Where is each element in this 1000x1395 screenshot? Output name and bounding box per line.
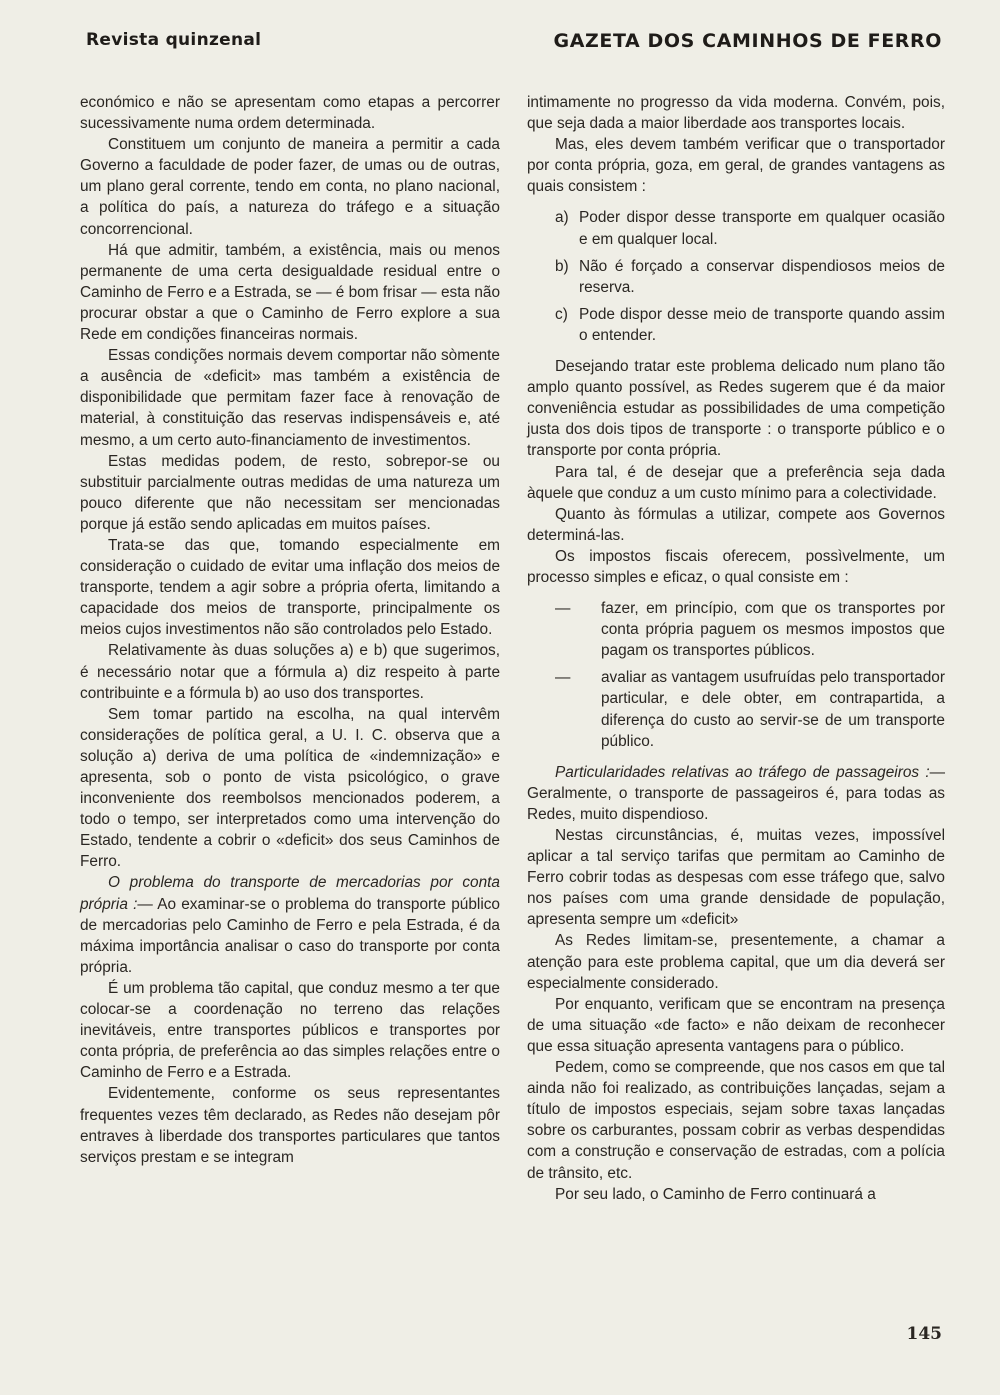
header-left: Revista quinzenal — [86, 30, 262, 50]
paragraph-text: Sem tomar partido na escolha, na qual intervêm considerações de política geral, a U. I. C. observa que a solução a) deriva de uma política de «indemnização» e apresenta, sob o ponto de vista psicológico, o grave inconveniente dos reembolsos mencionados poderem, a todo o tempo, ser interpretados como uma intervenção do Estado, tendente a cobrir o «deficit» dos seus Caminhos de Ferro. — [80, 705, 500, 871]
paragraph — [80, 92, 500, 134]
paragraph-text: Por seu lado, o Caminho de Ferro continuará a — [555, 1185, 876, 1203]
list-marker: a) — [555, 209, 569, 227]
list-item — [527, 304, 945, 346]
paragraph-text: Evidentemente, conforme os seus representantes frequentes vezes têm declarado, as Redes não desejam pôr entraves à liberdade dos transportes particulares que tantos serviços prestam e se integram — [80, 1085, 500, 1166]
paragraph — [80, 704, 500, 873]
paragraph — [527, 462, 945, 504]
header-right: GAZETA DOS CAMINHOS DE FERRO — [553, 30, 942, 52]
paragraph — [527, 1057, 945, 1184]
paragraph-text: Por enquanto, verificam que se encontram na presença de uma situação «de facto» e não deixam de reconhecer que essa situação apresenta vantagens para o público. — [527, 995, 945, 1055]
list-item-text: Poder dispor desse transporte em qualquer ocasião e em qualquer local. — [579, 209, 945, 248]
paragraph-text: Para tal, é de desejar que a preferência seja dada àquele que conduz a um custo mínimo para a colectividade. — [527, 463, 945, 502]
paragraph — [527, 356, 945, 461]
paragraph-text: Desejando tratar este problema delicado num plano tão amplo quanto possível, as Redes sugerem que é da maior conveniência estudar as possibilidades de uma competição justa dos dois tipos de transporte : o transporte público e o transporte por conta própria. — [527, 358, 945, 460]
measures-list — [527, 598, 945, 752]
paragraph — [80, 451, 500, 535]
paragraph-text: intimamente no progresso da vida moderna. Convém, pois, que seja dada a maior liberdade aos transportes locais. — [527, 94, 945, 133]
paragraph-text: Estas medidas podem, de resto, sobrepor-se ou substituir parcialmente outras medidas de uma natureza um pouco diferente que não necessitam ser mencionadas porque já estão sendo aplicadas em muitos países. — [80, 452, 500, 533]
list-marker: — — [555, 600, 571, 618]
paragraph-text: Relativamente às duas soluções a) e b) que sugerimos, é necessário notar que a fórmula a) diz respeito à parte contribuinte e a fórmula b) ao uso dos transportes. — [80, 642, 500, 702]
left-column — [80, 92, 500, 1168]
list-marker: — — [555, 669, 571, 687]
list-item-text: Pode dispor desse meio de transporte quando assim o entender. — [579, 305, 945, 344]
paragraph-text: Há que admitir, também, a existência, mais ou menos permanente de uma certa desigualdade residual entre o Caminho de Ferro e a Estrada, se — é bom frisar — esta não procurar obstar a que o Caminho de Ferro explore a sua Rede em condições financeiras normais. — [80, 241, 501, 344]
paragraph-text: — Ao examinar-se o problema do transporte público de mercadorias pelo Caminho de Ferro e pela Estrada, é da máxima importância analisar o caso do transporte por conta própria. — [80, 895, 500, 976]
paragraph — [80, 535, 500, 640]
paragraph-text: Trata-se das que, tomando especialmente em consideração o cuidado de evitar uma inflação dos meios de transporte, tendem a agir sobre a própria oferta, limitando a capacidade dos meios de transporte, principalmente os meios cujos investimentos não são controlados pelo Estado. — [80, 536, 500, 639]
right-column — [527, 92, 945, 1205]
page-number: 145 — [906, 1324, 942, 1344]
list-marker: b) — [555, 257, 569, 275]
paragraph-text: Constituem um conjunto de maneira a permitir a cada Governo a faculdade de poder fazer, de umas ou de outras, um plano geral corrente, tendo em conta, no plano nacional, a política do país, a natureza do tráfego e a situação concorrencional. — [80, 136, 500, 238]
paragraph — [527, 134, 945, 197]
list-item-text: avaliar as vantagem usufruídas pelo transportador particular, e dele obter, em contrapartida, a diferença do custo ao servir-se de um transporte público. — [601, 669, 945, 750]
paragraph — [527, 504, 945, 546]
paragraph — [80, 240, 500, 345]
list-item — [527, 667, 945, 751]
running-header — [86, 30, 942, 60]
paragraph — [80, 1083, 500, 1167]
paragraph — [80, 134, 500, 239]
paragraph — [527, 762, 945, 825]
paragraph — [527, 92, 945, 134]
paragraph — [527, 994, 945, 1057]
paragraph — [527, 930, 945, 993]
section-heading: Particularidades relativas ao tráfego de passageiros : — [555, 763, 930, 781]
paragraph — [527, 546, 945, 588]
paragraph — [80, 640, 500, 703]
list-item-text: Não é forçado a conservar dispendiosos meios de reserva. — [579, 257, 945, 296]
section-heading: O problema do transporte de mercadorias por conta própria : — [80, 874, 500, 913]
list-item-text: fazer, em princípio, com que os transportes por conta própria paguem os mesmos impostos que pagam os transportes públicos. — [601, 600, 945, 660]
paragraph-text: Essas condições normais devem comportar não sòmente a ausência de «deficit» mas também a existência de disponibilidade que permitam fazer face à renovação de material, à constituição das reservas indispensáveis e, até mesmo, a um certo auto-financiamento de investimentos. — [80, 347, 500, 449]
paragraph — [80, 978, 500, 1083]
advantages-list — [527, 207, 945, 346]
paragraph — [527, 825, 945, 930]
paragraph-text: Nestas circunstâncias, é, muitas vezes, impossível aplicar a tal serviço tarifas que permitam ao Caminho de Ferro cobrir todas as despesas com esse tráfego que, salvo nos países com uma grande densidade de população, apresenta sempre um «deficit» — [527, 827, 945, 929]
list-item — [527, 598, 945, 661]
paragraph-text: Os impostos fiscais oferecem, possìvelmente, um processo simples e eficaz, o qual consiste em : — [527, 547, 945, 586]
paragraph — [80, 345, 500, 450]
paragraph-text: Pedem, como se compreende, que nos casos em que tal ainda não foi realizado, as contribuições lançadas, sejam a título de impostos especiais, sejam sobre taxas lançadas sobre os carburantes, possam cobrir as verbas despendidas com a construção e conservação de estradas, com a polícia de trânsito, etc. — [527, 1059, 945, 1182]
paragraph-text: As Redes limitam-se, presentemente, a chamar a atenção para este problema capital, que um dia deverá ser especialmente considerado. — [527, 932, 945, 992]
paragraph-text: É um problema tão capital, que conduz mesmo a ter que colocar-se a coordenação no terreno das relações inevitáveis, entre transportes públicos e transportes por conta própria, de preferência ao das simples relações entre o Caminho de Ferro e a Estrada. — [80, 979, 500, 1082]
paragraph-text: Mas, eles devem também verificar que o transportador por conta própria, goza, em geral, de grandes vantagens as quais consistem : — [527, 136, 945, 196]
list-item — [527, 207, 945, 249]
paragraph — [80, 872, 500, 977]
paragraph-text: Quanto às fórmulas a utilizar, compete aos Governos determiná-las. — [527, 505, 945, 544]
paragraph-text: — Geralmente, o transporte de passageiros é, para todas as Redes, muito dispendioso. — [527, 763, 945, 823]
paragraph — [527, 1184, 945, 1205]
paragraph-text: económico e não se apresentam como etapas a percorrer sucessivamente numa ordem determinada. — [80, 94, 500, 133]
list-marker: c) — [555, 305, 568, 323]
list-item — [527, 256, 945, 298]
